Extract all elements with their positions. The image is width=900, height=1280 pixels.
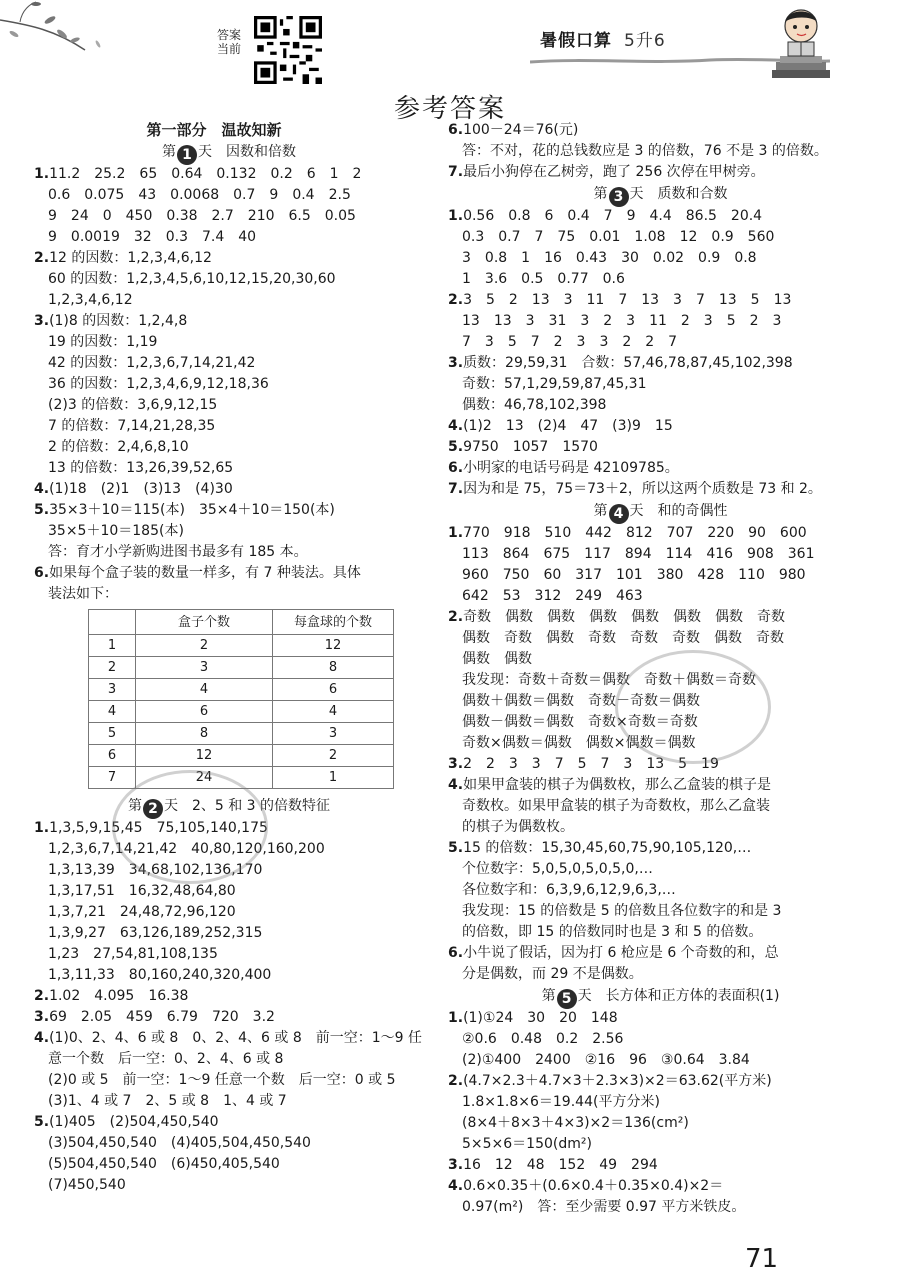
answer-line <box>448 943 873 964</box>
answer-continuation: 5×5×6＝150(dm²) <box>462 1136 592 1152</box>
answer-line <box>448 120 873 141</box>
question-number: 2. <box>448 609 464 625</box>
answer-text: 69 2.05 459 6.79 720 3.2 <box>49 1009 275 1025</box>
table-row <box>89 723 394 745</box>
question-number: 3. <box>448 355 464 371</box>
day-number-badge: 4 <box>609 504 629 524</box>
answer-line <box>34 248 424 269</box>
answer-continuation: 的倍数，即 15 的倍数同时也是 3 和 5 的倍数。 <box>462 924 763 940</box>
question-number: 1. <box>448 525 464 541</box>
day-prefix: 第 <box>593 503 608 519</box>
question-number: 6. <box>448 460 464 476</box>
answer-text: 因为和是 75，75＝73＋2，所以这两个质数是 73 和 2。 <box>463 481 822 497</box>
question-number: 2. <box>448 292 464 308</box>
answer-continuation: (7)450,540 <box>48 1177 126 1193</box>
brand-name: 暑假口算 <box>540 31 612 51</box>
answer-line <box>448 206 873 227</box>
table-cell: 2 <box>89 657 136 679</box>
qr-label: 答案当前 <box>216 28 241 56</box>
answer-line <box>34 479 424 500</box>
question-number: 2. <box>34 988 50 1004</box>
table-cell: 8 <box>273 657 394 679</box>
question-number: 3. <box>448 756 464 772</box>
answer-text: 0.56 0.8 6 0.4 7 9 4.4 86.5 20.4 <box>463 208 763 224</box>
day-prefix: 第 <box>162 144 176 160</box>
answer-continuation: 奇数×偶数＝偶数 偶数×偶数＝偶数 <box>462 735 696 751</box>
table-cell: 2 <box>136 635 273 657</box>
answer-line <box>448 290 873 311</box>
answer-line <box>34 563 424 584</box>
answer-continuation: 0.6 0.075 43 0.0068 0.7 9 0.4 2.5 <box>48 187 351 203</box>
answer-text: 奇数 偶数 偶数 偶数 偶数 偶数 偶数 奇数 <box>463 609 786 625</box>
question-number: 6. <box>34 565 50 581</box>
answer-line <box>34 1112 424 1133</box>
answer-line <box>448 838 873 859</box>
answer-text: 16 12 48 152 49 294 <box>463 1157 658 1173</box>
table-cell: 5 <box>89 723 136 745</box>
table-cell: 8 <box>136 723 273 745</box>
answer-continuation: 35×5＋10＝185(本) <box>48 523 184 539</box>
answer-continuation: (8×4＋8×3＋4×3)×2＝136(cm²) <box>462 1115 689 1131</box>
answer-line <box>34 500 424 521</box>
question-number: 1. <box>34 820 50 836</box>
table-row <box>89 701 394 723</box>
question-number: 3. <box>448 1157 464 1173</box>
table-cell: 4 <box>89 701 136 723</box>
answer-line <box>34 164 424 185</box>
answer-text: (1)18 (2)1 (3)13 (4)30 <box>49 481 233 497</box>
question-number: 4. <box>448 418 464 434</box>
table-cell: 24 <box>136 767 273 789</box>
answer-text: 如果每个盒子装的数量一样多，有 7 种装法。具体 <box>49 565 361 581</box>
table-row <box>89 635 394 657</box>
day-prefix: 第 <box>593 186 608 202</box>
table-cell: 2 <box>273 745 394 767</box>
answer-text: 3 5 2 13 3 11 7 13 3 7 13 5 13 <box>463 292 792 308</box>
answer-continuation: 3 0.8 1 16 0.43 30 0.02 0.9 0.8 <box>462 250 757 266</box>
answer-text: 小明家的电话号码是 42109785。 <box>463 460 679 476</box>
answer-continuation: 1,3,7,21 24,48,72,96,120 <box>48 904 236 920</box>
answer-continuation: 9 24 0 450 0.38 2.7 210 6.5 0.05 <box>48 208 356 224</box>
answer-continuation: 1,2,3,6,7,14,21,42 40,80,120,160,200 <box>48 841 325 857</box>
question-number: 4. <box>448 1178 464 1194</box>
part-heading: 第一部分 温故知新 <box>146 121 282 139</box>
answer-line <box>448 1155 873 1176</box>
table-cell: 1 <box>273 767 394 789</box>
answer-line <box>34 1007 424 1028</box>
day-suffix: 天 <box>629 503 644 519</box>
answer-line <box>34 986 424 1007</box>
answer-line <box>448 775 873 796</box>
watermark-stamp <box>112 770 268 884</box>
day-number-badge: 5 <box>557 989 577 1009</box>
answer-continuation: 奇数枚。如果甲盒装的棋子为奇数枚，那么乙盒装 <box>462 798 770 814</box>
day-prefix: 第 <box>127 798 142 814</box>
answer-continuation: 1,3,11,33 80,160,240,320,400 <box>48 967 272 983</box>
day-number-badge: 3 <box>609 187 629 207</box>
answer-line <box>448 1176 873 1197</box>
table-row <box>89 745 394 767</box>
day-prefix: 第 <box>541 988 556 1004</box>
answer-continuation: (2)①400 2400 ②16 96 ③0.64 3.84 <box>462 1052 750 1068</box>
question-number: 5. <box>34 1114 50 1130</box>
answer-continuation: (2)0 或 5 前一空：1～9 任意一个数 后一空：0 或 5 <box>48 1072 396 1088</box>
answer-text: 1.02 4.095 16.38 <box>49 988 189 1004</box>
answer-continuation: ②0.6 0.48 0.2 2.56 <box>462 1031 624 1047</box>
question-number: 6. <box>448 945 464 961</box>
question-number: 5. <box>34 502 50 518</box>
answer-continuation: 19 的因数：1,19 <box>48 334 158 350</box>
question-number: 3. <box>34 313 50 329</box>
table-cell: 3 <box>89 679 136 701</box>
answer-continuation: (3)1、4 或 7 2、5 或 8 1、4 或 7 <box>48 1093 287 1109</box>
answer-continuation: (5)504,450,540 (6)450,405,540 <box>48 1156 280 1172</box>
answer-line <box>448 1008 873 1029</box>
grade-label: 5升6 <box>624 31 666 51</box>
question-number: 1. <box>448 1010 464 1026</box>
answer-line <box>448 607 873 628</box>
left-column <box>34 120 424 1196</box>
question-number: 2. <box>34 250 50 266</box>
table-cell: 12 <box>273 635 394 657</box>
table-header-cell: 每盒球的个数 <box>273 610 394 635</box>
table-header-cell: 盒子个数 <box>136 610 273 635</box>
answer-text: (1)8 的因数：1,2,4,8 <box>49 313 188 329</box>
table-cell: 7 <box>89 767 136 789</box>
day-suffix: 天 <box>629 186 644 202</box>
question-number: 3. <box>34 1009 50 1025</box>
table-header-cell <box>89 610 136 635</box>
table-cell: 6 <box>273 679 394 701</box>
answer-continuation: 1,23 27,54,81,108,135 <box>48 946 218 962</box>
table-cell: 6 <box>136 701 273 723</box>
question-number: 6. <box>448 122 464 138</box>
page-number: 71 <box>745 1244 779 1274</box>
answer-line <box>34 311 424 332</box>
answer-continuation: 0.97(m²) 答：至少需要 0.97 平方米铁皮。 <box>462 1199 746 1215</box>
day-suffix: 天 <box>198 144 212 160</box>
answer-continuation: 113 864 675 117 894 114 416 908 361 <box>462 546 815 562</box>
answer-continuation: 1,2,3,4,6,12 <box>48 292 133 308</box>
answer-continuation: 7 的倍数：7,14,21,28,35 <box>48 418 216 434</box>
table-row <box>89 679 394 701</box>
answer-continuation: 642 53 312 249 463 <box>462 588 643 604</box>
answer-line <box>448 437 873 458</box>
answer-text: 15 的倍数：15,30,45,60,75,90,105,120,… <box>463 840 752 856</box>
question-number: 7. <box>448 481 464 497</box>
reading-child-mascot-icon <box>770 4 832 82</box>
answer-line <box>448 523 873 544</box>
packing-table <box>88 609 394 789</box>
day-suffix: 天 <box>163 798 178 814</box>
question-number: 4. <box>448 777 464 793</box>
answer-text: (4.7×2.3＋4.7×3＋2.3×3)×2＝63.62(平方米) <box>463 1073 772 1089</box>
answer-continuation: 我发现：15 的倍数是 5 的倍数且各位数字的和是 3 <box>462 903 782 919</box>
answer-continuation: 我发现：奇数＋奇数＝偶数 奇数＋偶数＝奇数 <box>462 672 756 688</box>
answer-line <box>448 162 873 183</box>
answer-line <box>34 1028 424 1049</box>
answer-continuation: 1.8×1.8×6＝19.44(平方分米) <box>462 1094 660 1110</box>
answer-continuation: 分是偶数，而 29 不是偶数。 <box>462 966 643 982</box>
answer-continuation: 答：育才小学新购进图书最多有 185 本。 <box>48 544 308 560</box>
day-title: 因数和倍数 <box>226 144 296 160</box>
day-heading <box>448 183 873 206</box>
answer-text: (1)405 (2)504,450,540 <box>49 1114 219 1130</box>
table-cell: 1 <box>89 635 136 657</box>
answer-text: 1,3,5,9,15,45 75,105,140,175 <box>49 820 268 836</box>
answer-text: 小牛说了假话，因为打 6 枪应是 6 个奇数的和，总 <box>463 945 779 961</box>
day-heading <box>448 500 873 523</box>
answer-continuation: 60 的因数：1,2,3,4,5,6,10,12,15,20,30,60 <box>48 271 336 287</box>
answer-line <box>448 353 873 374</box>
answer-continuation: 偶数：46,78,102,398 <box>462 397 607 413</box>
answer-continuation: 偶数＋偶数＝偶数 奇数－奇数＝偶数 <box>462 693 700 709</box>
answer-continuation: 2 的倍数：2,4,6,8,10 <box>48 439 189 455</box>
answer-continuation: (2)3 的倍数：3,6,9,12,15 <box>48 397 218 413</box>
answer-continuation: 意一个数 后一空：0、2、4、6 或 8 <box>48 1051 284 1067</box>
question-number: 5. <box>448 840 464 856</box>
answer-text: 11.2 25.2 65 0.64 0.132 0.2 6 1 2 <box>49 166 362 182</box>
answer-continuation: 奇数：57,1,29,59,87,45,31 <box>462 376 647 392</box>
watermark-stamp <box>615 650 771 764</box>
answer-continuation: 960 750 60 317 101 380 428 110 980 <box>462 567 806 583</box>
question-number: 1. <box>448 208 464 224</box>
table-cell: 6 <box>89 745 136 767</box>
answer-text: 最后小狗停在乙树旁，跑了 256 次停在甲树旁。 <box>463 164 765 180</box>
table-cell: 3 <box>273 723 394 745</box>
answer-continuation: 偶数 奇数 偶数 奇数 奇数 奇数 偶数 奇数 <box>462 630 784 646</box>
question-number: 1. <box>34 166 50 182</box>
answer-continuation: 答：不对，花的总钱数应是 3 的倍数，76 不是 3 的倍数。 <box>462 143 828 159</box>
table-cell: 12 <box>136 745 273 767</box>
answer-continuation: 个位数字：5,0,5,0,5,0,5,0,… <box>462 861 653 877</box>
answer-text: 35×3＋10＝115(本) 35×4＋10＝150(本) <box>49 502 335 518</box>
answer-continuation: 偶数 偶数 <box>462 651 532 667</box>
day-number-badge: 2 <box>143 799 163 819</box>
day-title: 长方体和正方体的表面积(1) <box>605 988 780 1004</box>
question-number: 7. <box>448 164 464 180</box>
answer-continuation: 各位数字和：6,3,9,6,12,9,6,3,… <box>462 882 676 898</box>
table-cell: 4 <box>136 679 273 701</box>
answer-text: (1)①24 30 20 148 <box>463 1010 618 1026</box>
question-number: 4. <box>34 1030 50 1046</box>
branch-decoration-icon <box>0 0 120 80</box>
answer-continuation: 7 3 5 7 2 3 3 2 2 7 <box>462 334 678 350</box>
brand-title <box>540 26 666 51</box>
answer-continuation: 装法如下： <box>48 586 118 602</box>
answer-continuation: 9 0.0019 32 0.3 7.4 40 <box>48 229 257 245</box>
answer-text: 100－24＝76(元) <box>463 122 579 138</box>
day-number-badge: 1 <box>177 145 197 165</box>
answer-text: (1)2 13 (2)4 47 (3)9 15 <box>463 418 673 434</box>
answer-line <box>448 1071 873 1092</box>
answer-continuation: 36 的因数：1,2,3,4,6,9,12,18,36 <box>48 376 269 392</box>
answer-text: 质数：29,59,31 合数：57,46,78,87,45,102,398 <box>463 355 793 371</box>
day-title: 和的奇偶性 <box>657 503 728 519</box>
day-title: 质数和合数 <box>657 186 728 202</box>
page-title: 参考答案 <box>393 94 506 124</box>
answer-continuation: 42 的因数：1,2,3,6,7,14,21,42 <box>48 355 256 371</box>
answer-continuation: 的棋子为偶数枚。 <box>462 819 574 835</box>
qr-code-icon[interactable] <box>254 16 322 84</box>
day-heading <box>448 985 873 1008</box>
day-title: 2、5 和 3 的倍数特征 <box>191 798 331 814</box>
answer-text: 0.6×0.35＋(0.6×0.4＋0.35×0.4)×2＝ <box>463 1178 724 1194</box>
answer-text: 2 2 3 3 7 5 7 3 13 5 19 <box>463 756 719 772</box>
answer-continuation: (3)504,450,540 (4)405,504,450,540 <box>48 1135 311 1151</box>
answer-text: (1)0、2、4、6 或 8 0、2、4、6 或 8 前一空：1～9 任 <box>49 1030 423 1046</box>
day-suffix: 天 <box>577 988 592 1004</box>
answer-text: 9750 1057 1570 <box>463 439 598 455</box>
table-row <box>89 657 394 679</box>
answer-continuation: 0.3 0.7 7 75 0.01 1.08 12 0.9 560 <box>462 229 775 245</box>
answer-continuation: 偶数－偶数＝偶数 奇数×奇数＝奇数 <box>462 714 698 730</box>
answer-continuation: 1,3,17,51 16,32,48,64,80 <box>48 883 236 899</box>
answer-continuation: 1 3.6 0.5 0.77 0.6 <box>462 271 625 287</box>
answer-line <box>448 416 873 437</box>
question-number: 2. <box>448 1073 464 1089</box>
answer-text: 770 918 510 442 812 707 220 90 600 <box>463 525 807 541</box>
answer-line <box>448 458 873 479</box>
answer-line <box>448 479 873 500</box>
answer-continuation: 13 13 3 31 3 2 3 11 2 3 5 2 3 <box>462 313 782 329</box>
answer-continuation: 13 的倍数：13,26,39,52,65 <box>48 460 234 476</box>
answer-text: 12 的因数：1,2,3,4,6,12 <box>49 250 212 266</box>
question-number: 4. <box>34 481 50 497</box>
table-header-row <box>89 610 394 635</box>
table-cell: 3 <box>136 657 273 679</box>
answer-continuation: 1,3,13,39 34,68,102,136,170 <box>48 862 263 878</box>
table-cell: 4 <box>273 701 394 723</box>
answer-text: 如果甲盒装的棋子为偶数枚，那么乙盒装的棋子是 <box>463 777 772 793</box>
answer-continuation: 1,3,9,27 63,126,189,252,315 <box>48 925 263 941</box>
day-heading <box>34 141 424 164</box>
question-number: 5. <box>448 439 464 455</box>
